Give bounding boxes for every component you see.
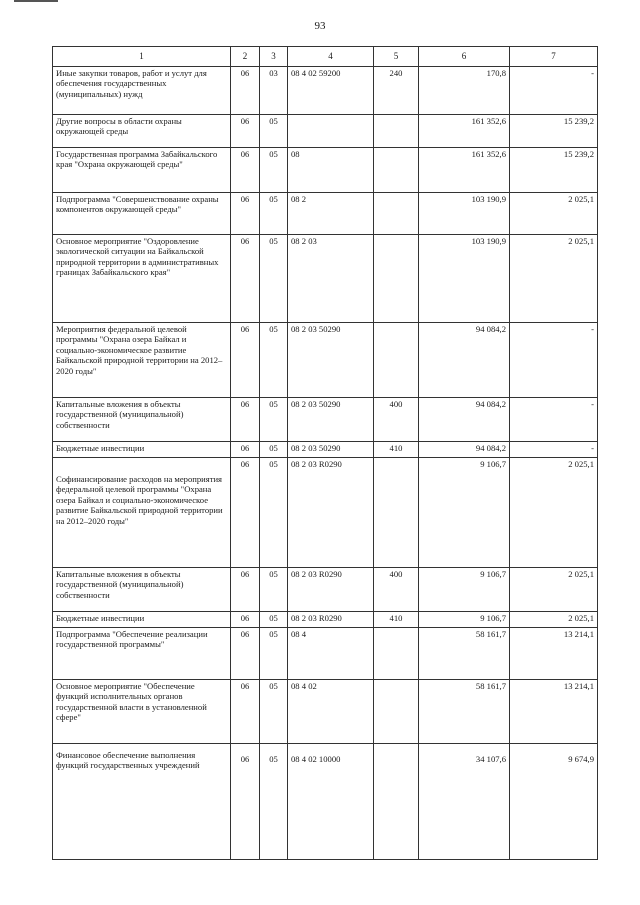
item-name: Государственная программа Забайкальского края "Охрана окружающей среды" bbox=[53, 148, 231, 193]
subsection-code: 05 bbox=[260, 628, 288, 680]
target-article-code: 08 2 03 R0290 bbox=[288, 612, 374, 628]
expense-type-code bbox=[374, 744, 419, 860]
column-header: 5 bbox=[374, 47, 419, 67]
corner-mark bbox=[14, 0, 58, 2]
amount-2: 2 025,1 bbox=[510, 458, 598, 568]
amount-2: 2 025,1 bbox=[510, 612, 598, 628]
amount-2: - bbox=[510, 67, 598, 115]
amount-1: 161 352,6 bbox=[419, 148, 510, 193]
expense-type-code bbox=[374, 628, 419, 680]
amount-1: 161 352,6 bbox=[419, 115, 510, 148]
column-header: 1 bbox=[53, 47, 231, 67]
expense-type-code: 400 bbox=[374, 568, 419, 612]
expense-type-code: 410 bbox=[374, 442, 419, 458]
amount-2: 2 025,1 bbox=[510, 235, 598, 323]
section-code: 06 bbox=[231, 744, 260, 860]
amount-2: - bbox=[510, 442, 598, 458]
page-number: 93 bbox=[314, 20, 326, 32]
item-name: Софинансирование расходов на мероприятия федеральной целевой программы "Охрана озера Байкал и социально-экономическое развитие Байкальской природной территории на 2012–2020 годы" bbox=[53, 458, 231, 568]
target-article-code: 08 2 03 R0290 bbox=[288, 458, 374, 568]
expense-type-code bbox=[374, 115, 419, 148]
amount-1: 103 190,9 bbox=[419, 193, 510, 235]
subsection-code: 05 bbox=[260, 398, 288, 442]
subsection-code: 05 bbox=[260, 442, 288, 458]
item-name: Капитальные вложения в объекты государственной (муниципальной) собственности bbox=[53, 398, 231, 442]
target-article-code: 08 4 bbox=[288, 628, 374, 680]
amount-2: 15 239,2 bbox=[510, 148, 598, 193]
section-code: 06 bbox=[231, 568, 260, 612]
section-code: 06 bbox=[231, 323, 260, 398]
item-name: Иные закупки товаров, работ и услут для обеспечения государственных (муниципальных) нужд bbox=[53, 67, 231, 115]
amount-1: 34 107,6 bbox=[419, 744, 510, 860]
expense-type-code bbox=[374, 235, 419, 323]
table-row bbox=[53, 680, 598, 744]
target-article-code: 08 2 03 bbox=[288, 235, 374, 323]
target-article-code: 08 4 02 bbox=[288, 680, 374, 744]
item-name: Подпрограмма "Обеспечение реализации государственной программы" bbox=[53, 628, 231, 680]
column-header: 7 bbox=[510, 47, 598, 67]
table-row bbox=[53, 442, 598, 458]
item-name: Подпрограмма "Совершенствование охраны компонентов окружающей среды" bbox=[53, 193, 231, 235]
column-header: 2 bbox=[231, 47, 260, 67]
amount-1: 94 084,2 bbox=[419, 398, 510, 442]
amount-1: 103 190,9 bbox=[419, 235, 510, 323]
table-row bbox=[53, 458, 598, 568]
item-name: Мероприятия федеральной целевой программы "Охрана озера Байкал и социально-экономическое развитие Байкальской природной территории на 2012–2020 годы" bbox=[53, 323, 231, 398]
column-header: 6 bbox=[419, 47, 510, 67]
subsection-code: 05 bbox=[260, 193, 288, 235]
item-name: Основное мероприятие "Оздоровление экологической ситуации на Байкальской природной территории в административных границах Забайкальского края" bbox=[53, 235, 231, 323]
table-row bbox=[53, 398, 598, 442]
section-code: 06 bbox=[231, 442, 260, 458]
amount-2: 13 214,1 bbox=[510, 628, 598, 680]
amount-2: 2 025,1 bbox=[510, 193, 598, 235]
expense-type-code bbox=[374, 680, 419, 744]
target-article-code: 08 bbox=[288, 148, 374, 193]
subsection-code: 05 bbox=[260, 235, 288, 323]
subsection-code: 05 bbox=[260, 148, 288, 193]
header-row bbox=[53, 47, 598, 67]
subsection-code: 05 bbox=[260, 612, 288, 628]
section-code: 06 bbox=[231, 458, 260, 568]
item-name: Капитальные вложения в объекты государственной (муниципальной) собственности bbox=[53, 568, 231, 612]
amount-1: 170,8 bbox=[419, 67, 510, 115]
amount-1: 58 161,7 bbox=[419, 628, 510, 680]
expense-type-code bbox=[374, 148, 419, 193]
amount-2: 15 239,2 bbox=[510, 115, 598, 148]
item-name: Другие вопросы в области охраны окружающей среды bbox=[53, 115, 231, 148]
subsection-code: 05 bbox=[260, 323, 288, 398]
section-code: 06 bbox=[231, 612, 260, 628]
subsection-code: 05 bbox=[260, 744, 288, 860]
section-code: 06 bbox=[231, 148, 260, 193]
section-code: 06 bbox=[231, 235, 260, 323]
subsection-code: 05 bbox=[260, 680, 288, 744]
section-code: 06 bbox=[231, 193, 260, 235]
table-row bbox=[53, 67, 598, 115]
expense-type-code: 400 bbox=[374, 398, 419, 442]
expense-type-code bbox=[374, 323, 419, 398]
section-code: 06 bbox=[231, 680, 260, 744]
table-row bbox=[53, 744, 598, 860]
table-row bbox=[53, 235, 598, 323]
amount-2: 13 214,1 bbox=[510, 680, 598, 744]
subsection-code: 05 bbox=[260, 568, 288, 612]
item-name: Бюджетные инвестиции bbox=[53, 612, 231, 628]
amount-2: 2 025,1 bbox=[510, 568, 598, 612]
column-header: 3 bbox=[260, 47, 288, 67]
target-article-code: 08 2 bbox=[288, 193, 374, 235]
table-row bbox=[53, 628, 598, 680]
expense-type-code bbox=[374, 458, 419, 568]
target-article-code: 08 2 03 R0290 bbox=[288, 568, 374, 612]
target-article-code: 08 4 02 59200 bbox=[288, 67, 374, 115]
amount-1: 58 161,7 bbox=[419, 680, 510, 744]
amount-1: 9 106,7 bbox=[419, 568, 510, 612]
section-code: 06 bbox=[231, 398, 260, 442]
table-row bbox=[53, 115, 598, 148]
expense-type-code: 240 bbox=[374, 67, 419, 115]
amount-1: 9 106,7 bbox=[419, 458, 510, 568]
table-row bbox=[53, 568, 598, 612]
amount-1: 9 106,7 bbox=[419, 612, 510, 628]
item-name: Финансовое обеспечение выполнения функций государственных учреждений bbox=[53, 744, 231, 860]
table-row bbox=[53, 148, 598, 193]
target-article-code: 08 2 03 50290 bbox=[288, 398, 374, 442]
item-name: Бюджетные инвестиции bbox=[53, 442, 231, 458]
expense-type-code bbox=[374, 193, 419, 235]
amount-2: - bbox=[510, 323, 598, 398]
subsection-code: 03 bbox=[260, 67, 288, 115]
column-header: 4 bbox=[288, 47, 374, 67]
amount-1: 94 084,2 bbox=[419, 323, 510, 398]
section-code: 06 bbox=[231, 67, 260, 115]
subsection-code: 05 bbox=[260, 458, 288, 568]
section-code: 06 bbox=[231, 628, 260, 680]
target-article-code: 08 2 03 50290 bbox=[288, 442, 374, 458]
section-code: 06 bbox=[231, 115, 260, 148]
subsection-code: 05 bbox=[260, 115, 288, 148]
table-row bbox=[53, 612, 598, 628]
amount-2: 9 674,9 bbox=[510, 744, 598, 860]
target-article-code: 08 4 02 10000 bbox=[288, 744, 374, 860]
amount-1: 94 084,2 bbox=[419, 442, 510, 458]
target-article-code bbox=[288, 115, 374, 148]
table-row bbox=[53, 193, 598, 235]
item-name: Основное мероприятие "Обеспечение функций исполнительных органов государственной власти в установленной сфере" bbox=[53, 680, 231, 744]
target-article-code: 08 2 03 50290 bbox=[288, 323, 374, 398]
table-row bbox=[53, 323, 598, 398]
expense-type-code: 410 bbox=[374, 612, 419, 628]
amount-2: - bbox=[510, 398, 598, 442]
budget-table bbox=[52, 46, 598, 860]
